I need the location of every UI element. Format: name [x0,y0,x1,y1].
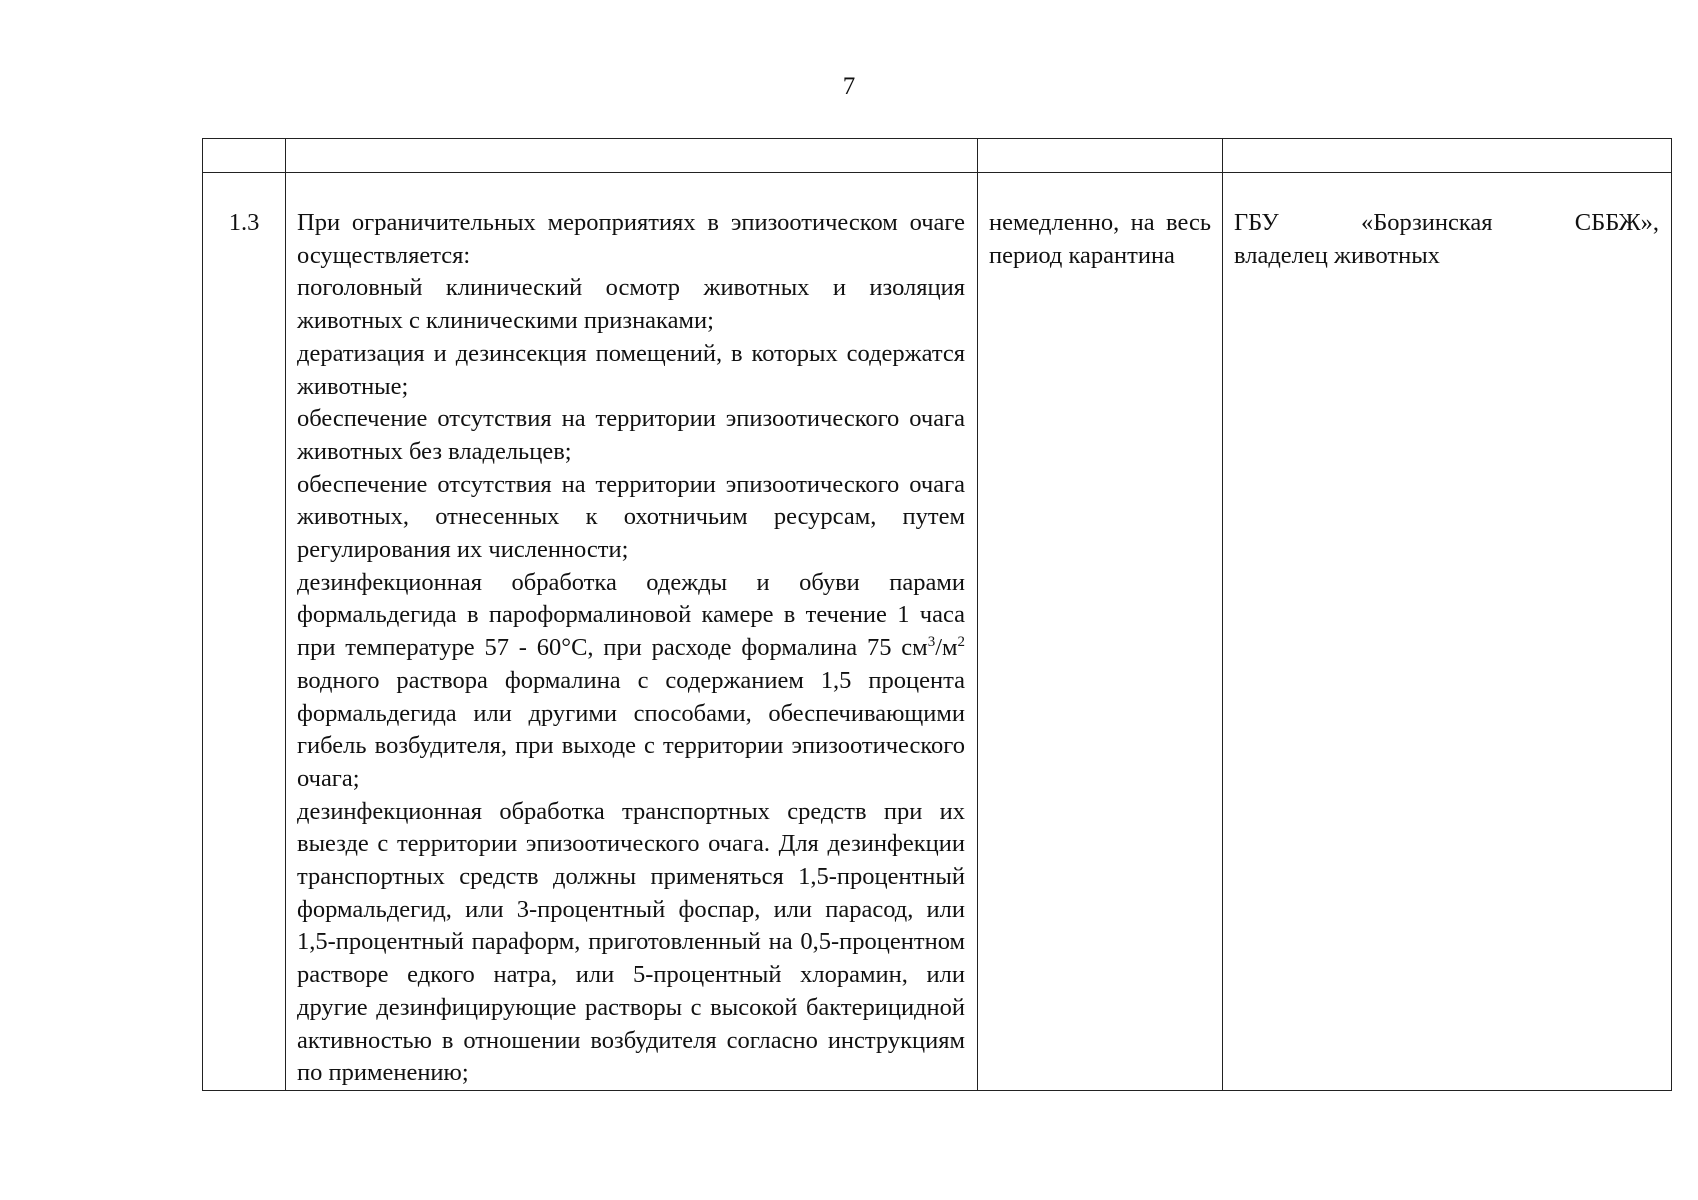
item-number: 1.3 [203,173,286,1091]
table-row [203,173,1672,1091]
header-cell-responsible [1223,139,1672,173]
measures-table [202,138,1672,1091]
description-paragraph: обеспечение отсутствия на территории эпизоотического очага животных без владельцев; [297,405,965,465]
responsible-owner: владелец животных [1234,241,1440,269]
measure-responsible [1223,173,1672,1091]
description-paragraph: обеспечение отсутствия на территории эпизоотического очага животных, отнесенных к охотничьим ресурсам, путем регулирования их численности; [297,470,965,564]
header-cell-term [978,139,1223,173]
clothing-text-before-units: дезинфекционная обработка одежды и обуви парами формальдегида в пароформалиновой камере в течение 1 часа при температуре 57 - 60°С, при расходе формалина 75 см [297,568,965,662]
unit-slash: /м [935,634,958,662]
vehicle-disinfection-paragraph: дезинфекционная обработка транспортных средств при их выезде с территории эпизоотического очага. Для дезинфекции транспортных средств должны применяться 1,5-процентный формальдегид, или 3-процентный фоспар, или парасод, или 1,5-процентный параформ, приготовленный на 0,5-процентном растворе едкого натра, или 5-процентный хлорамин, или другие дезинфицирующие растворы с высокой бактерицидной активностью в отношении возбудителя согласно инструкциям по применению; [297,797,965,1087]
description-paragraph: поголовный клинический осмотр животных и изоляция животных с клиническими признаками; [297,274,965,335]
table-header-spacer-row [203,139,1672,173]
responsible-organization: ГБУ «Борзинская СББЖ», [1234,209,1659,236]
clothing-text-after-units: водного раствора формалина с содержанием 1,5 процента формальдегида или другими способами, обеспечивающими гибель возбудителя, при выходе с территории эпизоотического очага; [297,666,965,792]
measure-term [978,173,1223,1091]
header-cell-number [203,139,286,173]
page-number: 7 [842,73,856,100]
header-cell-description [286,139,978,173]
description-paragraph: дератизация и дезинсекция помещений, в которых содержатся животные; [297,339,965,400]
description-paragraph: При ограничительных мероприятиях в эпизоотическом очаге осуществляется: [297,209,965,269]
unit-superscript-cubic: 3 [927,633,936,650]
measure-description [286,173,978,1091]
term-text: немедленно, на весь период карантина [989,209,1211,269]
unit-superscript-square: 2 [957,633,965,650]
clothing-disinfection-paragraph [297,567,965,796]
